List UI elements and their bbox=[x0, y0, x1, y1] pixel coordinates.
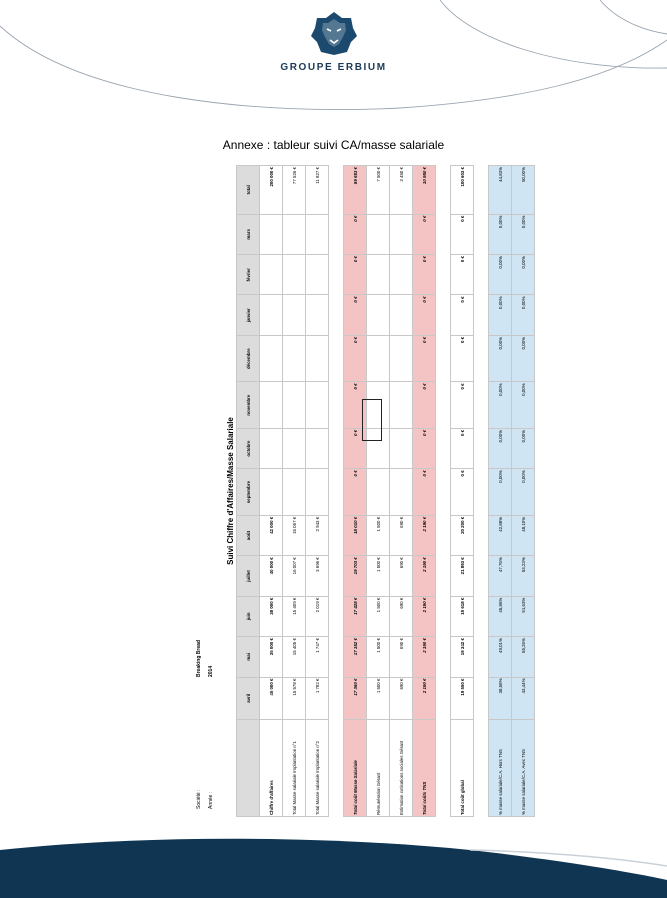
company-label: Société : bbox=[196, 789, 202, 809]
table-cell: 0 € bbox=[451, 295, 474, 335]
table-row bbox=[451, 166, 474, 817]
table-cell bbox=[367, 255, 390, 295]
table-cell: 0,00% bbox=[489, 295, 512, 335]
table-cell: 0 € bbox=[451, 214, 474, 254]
row-label: Total Masse salariale Implantation n°1 bbox=[283, 719, 306, 816]
table-cell: 49,01% bbox=[489, 637, 512, 677]
table-cell: 0 € bbox=[413, 382, 436, 429]
table-cell: 2 190 € bbox=[413, 556, 436, 596]
table-cell: 3 696 € bbox=[306, 556, 329, 596]
row-label: % masse salariale/C.A. Hors TNS bbox=[489, 719, 512, 816]
table-row bbox=[367, 166, 390, 817]
table-cell bbox=[390, 335, 413, 382]
table-cell bbox=[260, 428, 283, 468]
table-cell: 0,00% bbox=[489, 214, 512, 254]
selected-cell bbox=[362, 399, 382, 441]
table-cell: 0,00% bbox=[512, 335, 535, 382]
column-header bbox=[237, 719, 260, 816]
table-cell: 0 € bbox=[344, 382, 367, 429]
table-cell: 0 € bbox=[413, 335, 436, 382]
table-cell bbox=[283, 255, 306, 295]
table-cell: 100 603 € bbox=[451, 166, 474, 215]
table-cell: 690 € bbox=[390, 637, 413, 677]
table-cell: 0,00% bbox=[512, 382, 535, 429]
table-cell: 1 500 € bbox=[367, 596, 390, 636]
table-cell bbox=[306, 382, 329, 429]
table-cell: 47,76% bbox=[489, 556, 512, 596]
table-cell: 0 € bbox=[413, 255, 436, 295]
column-header: total bbox=[237, 166, 260, 215]
table-cell: 18 010 € bbox=[344, 515, 367, 555]
table-cell: 0 € bbox=[344, 255, 367, 295]
table-cell: 0 € bbox=[344, 335, 367, 382]
table-cell: 19 618 € bbox=[451, 596, 474, 636]
table-cell: 45 000 € bbox=[260, 677, 283, 719]
table-cell: 15 409 € bbox=[283, 596, 306, 636]
table-row bbox=[344, 166, 367, 817]
table-cell: 0 € bbox=[413, 295, 436, 335]
table-cell: 0,00% bbox=[489, 428, 512, 468]
table-cell bbox=[283, 382, 306, 429]
table-cell: 0 € bbox=[413, 214, 436, 254]
table-cell: 1 500 € bbox=[367, 677, 390, 719]
company-logo bbox=[0, 10, 667, 61]
column-header: mai bbox=[237, 637, 260, 677]
table-cell bbox=[283, 335, 306, 382]
table-cell: 15 578 € bbox=[283, 677, 306, 719]
table-cell: 690 € bbox=[390, 677, 413, 719]
table-cell: 0,00% bbox=[512, 295, 535, 335]
table-cell: 44,83% bbox=[489, 166, 512, 215]
table-cell: 89 653 € bbox=[344, 166, 367, 215]
spreadsheet-image bbox=[190, 165, 526, 817]
table-cell bbox=[390, 469, 413, 516]
table-cell: 0,00% bbox=[489, 469, 512, 516]
table-cell bbox=[260, 214, 283, 254]
table-cell: 40 000 € bbox=[260, 556, 283, 596]
table-cell bbox=[390, 255, 413, 295]
table-cell: 0,00% bbox=[512, 214, 535, 254]
table-cell: 45,86% bbox=[489, 596, 512, 636]
column-header: février bbox=[237, 255, 260, 295]
row-label: Chiffre d'affaires bbox=[260, 719, 283, 816]
table-cell: 2 190 € bbox=[413, 677, 436, 719]
table-cell: 15 067 € bbox=[283, 515, 306, 555]
table-cell bbox=[306, 255, 329, 295]
column-header: août bbox=[237, 515, 260, 555]
table-row bbox=[306, 166, 329, 817]
table-cell bbox=[390, 428, 413, 468]
table-cell bbox=[260, 469, 283, 516]
table-cell: 16 007 € bbox=[283, 556, 306, 596]
table-cell: 2 190 € bbox=[413, 596, 436, 636]
table-cell: 2 190 € bbox=[413, 637, 436, 677]
table-cell: 690 € bbox=[390, 596, 413, 636]
table-cell: 0,00% bbox=[512, 469, 535, 516]
row-label: Estimation cotisations sociales Gérant bbox=[390, 719, 413, 816]
spacer-row bbox=[474, 166, 489, 817]
table-cell: 0 € bbox=[413, 469, 436, 516]
column-header: octobre bbox=[237, 428, 260, 468]
table-cell bbox=[283, 214, 306, 254]
table-cell bbox=[367, 469, 390, 516]
table-cell: 42 000 € bbox=[260, 515, 283, 555]
table-cell: 19 550 € bbox=[451, 677, 474, 719]
table-cell: 51,63% bbox=[512, 596, 535, 636]
table-row bbox=[489, 166, 512, 817]
table-cell bbox=[306, 295, 329, 335]
table-cell: 17 360 € bbox=[344, 677, 367, 719]
table-cell: 0 € bbox=[344, 214, 367, 254]
column-header: juin bbox=[237, 596, 260, 636]
row-label: Total Masse salariale Implantation n°2 bbox=[306, 719, 329, 816]
table-cell: 2 943 € bbox=[306, 515, 329, 555]
row-label: Rémunération Gérant bbox=[367, 719, 390, 816]
table-cell bbox=[306, 428, 329, 468]
column-header: janvier bbox=[237, 295, 260, 335]
table-cell bbox=[260, 255, 283, 295]
table-cell bbox=[260, 335, 283, 382]
table-row bbox=[390, 166, 413, 817]
row-label: % masse salariale/C.A. Avec TNS bbox=[512, 719, 535, 816]
table-cell bbox=[367, 214, 390, 254]
table-cell: 0 € bbox=[451, 335, 474, 382]
column-header: mars bbox=[237, 214, 260, 254]
table-cell: 1 500 € bbox=[367, 637, 390, 677]
table-cell: 35 000 € bbox=[260, 637, 283, 677]
table-cell: 3 450 € bbox=[390, 166, 413, 215]
table-cell bbox=[390, 295, 413, 335]
table-cell: 2 190 € bbox=[413, 515, 436, 555]
table-cell: 0,00% bbox=[489, 255, 512, 295]
table-row bbox=[283, 166, 306, 817]
table-cell: 200 000 € bbox=[260, 166, 283, 215]
column-header: avril bbox=[237, 677, 260, 719]
table-cell: 0 € bbox=[451, 382, 474, 429]
table-cell: 0 € bbox=[413, 428, 436, 468]
table-cell: 38,58% bbox=[489, 677, 512, 719]
table-cell: 1 782 € bbox=[306, 677, 329, 719]
column-header: juillet bbox=[237, 556, 260, 596]
table-cell bbox=[306, 335, 329, 382]
table-cell: 55,26% bbox=[512, 637, 535, 677]
table-cell: 0 € bbox=[451, 255, 474, 295]
table-cell: 0 € bbox=[344, 428, 367, 468]
row-label: Total coût global bbox=[451, 719, 474, 816]
table-cell: 0,00% bbox=[512, 255, 535, 295]
table-cell: 43,44% bbox=[512, 677, 535, 719]
annex-title: Annexe : tableur suivi CA/masse salariale bbox=[222, 138, 445, 152]
row-label: Total coût Masse Salariale bbox=[344, 719, 367, 816]
spacer-row bbox=[329, 166, 344, 817]
table-cell: 10 950 € bbox=[413, 166, 436, 215]
table-row bbox=[260, 166, 283, 817]
table-cell bbox=[260, 382, 283, 429]
table-cell: 1 500 € bbox=[367, 556, 390, 596]
column-header: décembre bbox=[237, 335, 260, 382]
row-label: Total coûts TNS bbox=[413, 719, 436, 816]
table-cell: 0 € bbox=[344, 295, 367, 335]
table-cell bbox=[367, 335, 390, 382]
table-cell: 7 500 € bbox=[367, 166, 390, 215]
table-cell: 42,88% bbox=[489, 515, 512, 555]
table-cell bbox=[283, 428, 306, 468]
lion-head-icon bbox=[309, 10, 359, 56]
table-row bbox=[512, 166, 535, 817]
table-cell: 0 € bbox=[451, 469, 474, 516]
table-cell: 690 € bbox=[390, 556, 413, 596]
table-cell: 53,23% bbox=[512, 556, 535, 596]
table-cell: 0 € bbox=[344, 469, 367, 516]
table-cell bbox=[260, 295, 283, 335]
table-cell bbox=[390, 382, 413, 429]
table-cell: 48,10% bbox=[512, 515, 535, 555]
table-cell: 1 500 € bbox=[367, 515, 390, 555]
column-header: novembre bbox=[237, 382, 260, 429]
table-cell bbox=[283, 295, 306, 335]
table-cell: 17 428 € bbox=[344, 596, 367, 636]
spreadsheet-rotated bbox=[190, 165, 526, 817]
table-cell bbox=[306, 214, 329, 254]
table-cell: 0,00% bbox=[489, 382, 512, 429]
table-cell: 15 405 € bbox=[283, 637, 306, 677]
table-cell: 11 827 € bbox=[306, 166, 329, 215]
table-cell bbox=[306, 469, 329, 516]
table-cell: 0,00% bbox=[489, 335, 512, 382]
table-cell: 50,00% bbox=[512, 166, 535, 215]
table-cell bbox=[283, 469, 306, 516]
table-cell: 38 000 € bbox=[260, 596, 283, 636]
table-cell: 1 747 € bbox=[306, 637, 329, 677]
logo-text: GROUPE ERBIUM bbox=[280, 62, 387, 73]
table-cell bbox=[367, 295, 390, 335]
spacer-row bbox=[436, 166, 451, 817]
table-cell: 0,00% bbox=[512, 428, 535, 468]
table-cell: 77 526 € bbox=[283, 166, 306, 215]
table-cell: 20 200 € bbox=[451, 515, 474, 555]
table-cell: 21 893 € bbox=[451, 556, 474, 596]
sheet-title: Suivi Chiffre d'Affaires/Masse Salariale bbox=[226, 417, 235, 565]
data-table bbox=[236, 165, 535, 817]
column-header: septembre bbox=[237, 469, 260, 516]
table-cell: 17 152 € bbox=[344, 637, 367, 677]
table-cell: 19 342 € bbox=[451, 637, 474, 677]
table-cell: 0 € bbox=[451, 428, 474, 468]
year-label: Année : bbox=[208, 791, 214, 809]
year-value: 2014 bbox=[208, 665, 214, 677]
company-value: Breaking Bread bbox=[196, 640, 202, 677]
table-cell: 690 € bbox=[390, 515, 413, 555]
table-cell bbox=[390, 214, 413, 254]
table-row bbox=[413, 166, 436, 817]
table-cell: 2 019 € bbox=[306, 596, 329, 636]
table-cell: 19 703 € bbox=[344, 556, 367, 596]
